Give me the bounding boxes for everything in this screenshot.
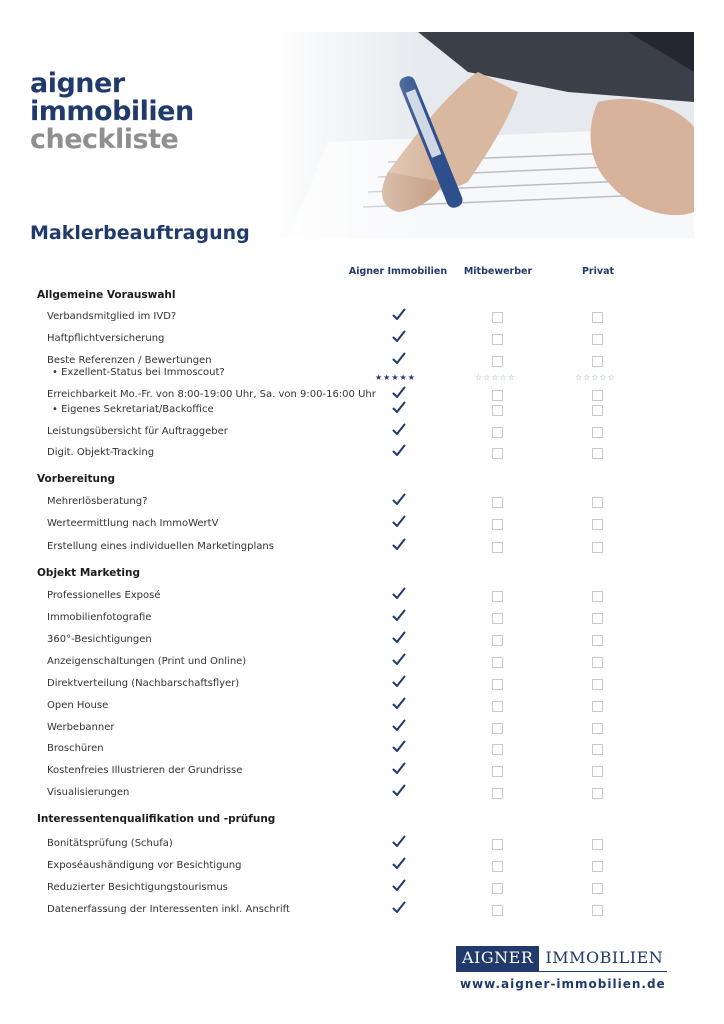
checkmark-icon (392, 537, 406, 551)
checklist-row-label: Broschüren (47, 743, 104, 754)
checkmark-icon (392, 307, 406, 321)
checklist-row-label: Anzeigenschaltungen (Print und Online) (47, 656, 247, 667)
checklist-row-label: Datenerfassung der Interessenten inkl. Anschrift (47, 904, 290, 915)
brand-line-2: immobilien (30, 96, 194, 127)
header-photo (268, 32, 694, 238)
checkmark-icon (392, 608, 406, 622)
checklist-row-label: Kostenfreies Illustrieren der Grundrisse (47, 765, 243, 776)
stars-aigner: ★★★★★ (375, 373, 416, 382)
checkbox-mitbewerber[interactable] (492, 448, 503, 459)
checkbox-privat[interactable] (592, 905, 603, 916)
checkbox-mitbewerber[interactable] (492, 657, 503, 668)
brand-line-1: aigner (30, 68, 125, 99)
checkmark-icon (392, 385, 406, 399)
footer-url[interactable]: www.aigner-immobilien.de (460, 977, 666, 991)
checkbox-mitbewerber[interactable] (492, 905, 503, 916)
checkbox-mitbewerber[interactable] (492, 591, 503, 602)
checkbox-mitbewerber[interactable] (492, 497, 503, 508)
logo-aigner: AIGNER (456, 946, 539, 972)
checklist-row-label: Reduzierter Besichtigungstourismus (47, 882, 228, 893)
checkbox-privat[interactable] (592, 519, 603, 530)
checkbox-privat[interactable] (592, 839, 603, 850)
checkmark-icon (392, 739, 406, 753)
sub-row-label: • Eigenes Sekretariat/Backoffice (52, 404, 214, 415)
checkbox-privat[interactable] (592, 723, 603, 734)
checkmark-icon (392, 761, 406, 775)
checkbox-privat[interactable] (592, 883, 603, 894)
footer-logo (456, 946, 667, 972)
checkmark-icon (392, 696, 406, 710)
checkbox-privat[interactable] (592, 744, 603, 755)
checkbox-mitbewerber[interactable] (492, 542, 503, 553)
checklist-row-label: Exposéaushändigung vor Besichtigung (47, 860, 242, 871)
checkmark-icon (392, 443, 406, 457)
checkbox-mitbewerber[interactable] (492, 788, 503, 799)
checkbox-mitbewerber[interactable] (492, 613, 503, 624)
checkmark-icon (392, 586, 406, 600)
checkbox-privat[interactable] (592, 448, 603, 459)
checkbox-privat[interactable] (592, 701, 603, 712)
checkbox-privat[interactable] (592, 788, 603, 799)
checkmark-icon (392, 783, 406, 797)
checkbox-privat[interactable] (592, 497, 603, 508)
column-header-mitbewerber: Mitbewerber (463, 266, 533, 277)
page-title: Maklerbeauftragung (30, 222, 250, 244)
checkmark-icon (392, 878, 406, 892)
checkbox-privat[interactable] (592, 405, 603, 416)
checkbox-privat[interactable] (592, 427, 603, 438)
checkmark-icon (392, 718, 406, 732)
checkmark-icon (392, 422, 406, 436)
group-title: Vorbereitung (37, 473, 115, 485)
column-header-aigner: Aigner Immobilien (348, 266, 448, 277)
checkbox-privat[interactable] (592, 356, 603, 367)
checkbox-privat[interactable] (592, 591, 603, 602)
checkbox-mitbewerber[interactable] (492, 356, 503, 367)
checkbox-mitbewerber[interactable] (492, 405, 503, 416)
checkbox-privat[interactable] (592, 635, 603, 646)
checklist-row-label: Erreichbarkeit Mo.-Fr. von 8:00-19:00 Uhr, Sa. von 9:00-16:00 Uhr (47, 389, 376, 400)
checklist-row-label: Werbebanner (47, 722, 115, 733)
checklist-row-label: Mehrerlösberatung? (47, 496, 148, 507)
checkbox-mitbewerber[interactable] (492, 744, 503, 755)
checkmark-icon (392, 351, 406, 365)
checkbox-mitbewerber[interactable] (492, 701, 503, 712)
checklist-row-label: Leistungsübersicht für Auftraggeber (47, 426, 228, 437)
checkmark-icon (392, 400, 406, 414)
checkbox-mitbewerber[interactable] (492, 679, 503, 690)
checkbox-privat[interactable] (592, 679, 603, 690)
checkbox-privat[interactable] (592, 390, 603, 401)
checkbox-privat[interactable] (592, 312, 603, 323)
checkbox-mitbewerber[interactable] (492, 883, 503, 894)
checklist-row-label: Beste Referenzen / Bewertungen (47, 355, 212, 366)
checkbox-mitbewerber[interactable] (492, 861, 503, 872)
checkmark-icon (392, 652, 406, 666)
sub-row-label: • Exzellent-Status bei Immoscout? (52, 367, 225, 378)
photo-fade (268, 32, 428, 238)
checkbox-mitbewerber[interactable] (492, 519, 503, 530)
checklist-row-label: Haftpflichtversicherung (47, 333, 165, 344)
checkbox-mitbewerber[interactable] (492, 312, 503, 323)
checklist-row-label: Immobilienfotografie (47, 612, 152, 623)
checkbox-privat[interactable] (592, 542, 603, 553)
checkmark-icon (392, 834, 406, 848)
logo-immobilien: IMMOBILIEN (539, 946, 667, 972)
column-header-privat: Privat (581, 266, 615, 277)
checkbox-mitbewerber[interactable] (492, 839, 503, 850)
checkbox-mitbewerber[interactable] (492, 427, 503, 438)
checklist-row-label: Visualisierungen (47, 787, 130, 798)
brand-line-3: checkliste (30, 124, 179, 155)
stars-mitbewerber: ☆☆☆☆☆ (475, 373, 516, 382)
stars-privat: ☆☆☆☆☆ (575, 373, 616, 382)
checkbox-privat[interactable] (592, 613, 603, 624)
checklist-row-label: Verbandsmitglied im IVD? (47, 311, 177, 322)
checkbox-mitbewerber[interactable] (492, 635, 503, 646)
checklist-row-label: Open House (47, 700, 109, 711)
checkmark-icon (392, 492, 406, 506)
checkbox-privat[interactable] (592, 861, 603, 872)
checkmark-icon (392, 856, 406, 870)
checkmark-icon (392, 900, 406, 914)
checklist-row-label: Professionelles Exposé (47, 590, 161, 601)
checklist-row-label: 360°-Besichtigungen (47, 634, 152, 645)
checkbox-privat[interactable] (592, 334, 603, 345)
checklist-row-label: Werteermittlung nach ImmoWertV (47, 518, 219, 529)
group-title: Interessentenqualifikation und -prüfung (37, 813, 276, 825)
checkbox-mitbewerber[interactable] (492, 390, 503, 401)
brand-heading (30, 70, 194, 154)
checkmark-icon (392, 514, 406, 528)
group-title: Allgemeine Vorauswahl (37, 289, 176, 301)
checkbox-mitbewerber[interactable] (492, 766, 503, 777)
checklist-row-label: Erstellung eines individuellen Marketingplans (47, 541, 274, 552)
checkbox-privat[interactable] (592, 657, 603, 668)
checklist-row-label: Bonitätsprüfung (Schufa) (47, 838, 173, 849)
checkmark-icon (392, 630, 406, 644)
checkbox-mitbewerber[interactable] (492, 723, 503, 734)
checklist-row-label: Digit. Objekt-Tracking (47, 447, 155, 458)
checkbox-mitbewerber[interactable] (492, 334, 503, 345)
checkmark-icon (392, 329, 406, 343)
checkmark-icon (392, 674, 406, 688)
checklist-row-label: Direktverteilung (Nachbarschaftsflyer) (47, 678, 240, 689)
group-title: Objekt Marketing (37, 567, 140, 579)
checkbox-privat[interactable] (592, 766, 603, 777)
